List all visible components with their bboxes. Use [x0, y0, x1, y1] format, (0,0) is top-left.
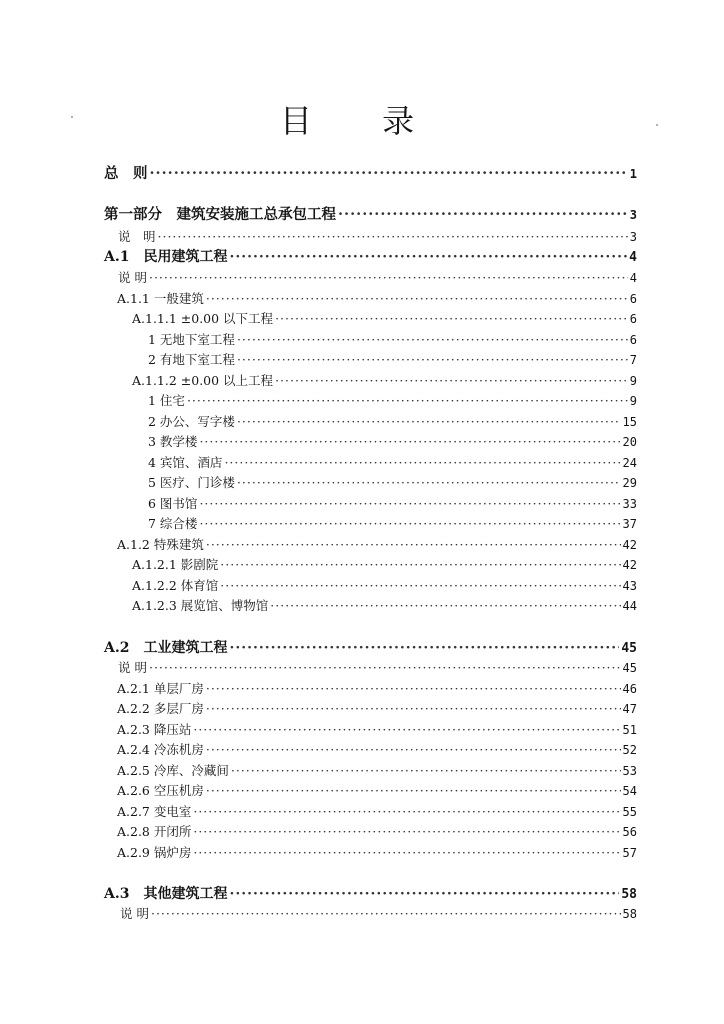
toc-entry-label: A.1.1.1 ±0.00 以下工程 [132, 311, 274, 326]
toc-entry-page: 43 [622, 579, 637, 593]
dot-leader [158, 229, 628, 245]
toc-entry-page: 6 [629, 333, 637, 347]
toc-entry-label: 2 办公、写字楼 [148, 414, 235, 429]
dot-leader [229, 640, 619, 656]
toc-entry[interactable] [148, 496, 637, 512]
toc-entry[interactable] [117, 722, 637, 738]
toc-entry[interactable] [117, 291, 637, 307]
toc-entry[interactable] [148, 352, 637, 368]
dot-leader [193, 845, 620, 861]
toc-entry-label: 1 住宅 [148, 393, 185, 408]
toc-entry-page: 20 [622, 435, 637, 449]
toc-entry-label: A.1.2.2 体育馆 [132, 578, 219, 593]
toc-entry-page: 24 [622, 456, 637, 470]
dot-leader [206, 291, 628, 307]
dot-leader [237, 332, 628, 348]
toc-entry-label: A.2.5 冷库、冷藏间 [117, 763, 229, 778]
toc-entry-page: 47 [622, 702, 637, 716]
toc-entry-page: 56 [622, 825, 637, 839]
toc-entry-label: A.1.2.1 影剧院 [132, 557, 219, 572]
toc-entry-page: 55 [622, 805, 637, 819]
toc-entry[interactable] [132, 373, 637, 389]
toc-entry-page: 9 [629, 394, 637, 408]
toc-entry-label: 3 教学楼 [148, 434, 198, 449]
toc-entry-page: 58 [621, 887, 637, 902]
toc-entry-label: A.3 其他建筑工程 [104, 886, 228, 902]
toc-entry-label: A.2 工业建筑工程 [104, 640, 228, 656]
dot-leader [206, 742, 621, 758]
toc-entry-label: A.1.1.2 ±0.00 以上工程 [132, 373, 274, 388]
toc-entry-page: 44 [622, 599, 637, 613]
toc-entry[interactable] [118, 660, 637, 676]
toc-entry[interactable] [104, 249, 637, 266]
toc-entry-page: 15 [622, 415, 637, 429]
toc-entry-page: 52 [622, 743, 637, 757]
toc-entry[interactable] [118, 270, 637, 286]
toc-entry[interactable] [148, 414, 637, 430]
dot-leader [229, 886, 619, 902]
toc-entry-page: 6 [629, 292, 637, 306]
dot-leader [237, 475, 621, 491]
toc-entry-label: 6 图书馆 [148, 496, 198, 511]
toc-entry-page: 42 [622, 558, 637, 572]
scan-speck [656, 124, 658, 126]
toc-entry[interactable] [117, 681, 637, 697]
toc-entry[interactable] [104, 886, 637, 903]
dot-leader [149, 270, 628, 286]
toc-entry-label: A.2.6 空压机房 [117, 783, 204, 798]
dot-leader [275, 373, 628, 389]
toc-entry-page: 4 [629, 271, 637, 285]
dot-leader [224, 455, 620, 471]
toc-entry-page: 42 [622, 538, 637, 552]
toc-entry[interactable] [104, 640, 637, 657]
toc-entry[interactable] [117, 804, 637, 820]
toc-entry-page: 3 [629, 208, 637, 222]
toc-entry-label: A.1.2 特殊建筑 [117, 537, 204, 552]
toc-entry-page: 46 [622, 682, 637, 696]
toc-entry[interactable] [148, 455, 637, 471]
toc-entry-page: 58 [622, 907, 637, 921]
toc-entry-page: 45 [622, 661, 637, 675]
dot-leader [187, 393, 628, 409]
dot-leader [150, 166, 628, 182]
toc-entry-page: 3 [629, 230, 637, 244]
toc-entry-label: 2 有地下室工程 [148, 352, 235, 367]
dot-leader [206, 783, 621, 799]
toc-entry-page: 7 [629, 353, 637, 367]
dot-leader [231, 763, 621, 779]
toc-entry[interactable] [132, 578, 637, 594]
toc-entry-page: 4 [629, 250, 637, 265]
toc-entry-label: 1 无地下室工程 [148, 332, 235, 347]
dot-leader [237, 414, 621, 430]
toc-entry[interactable] [117, 742, 637, 758]
toc-entry[interactable] [120, 906, 637, 922]
toc-entry-page: 6 [629, 312, 637, 326]
toc-entry-label: 说 明 [118, 270, 147, 285]
toc-entry[interactable] [117, 824, 637, 840]
dot-leader [220, 578, 620, 594]
toc-entry[interactable] [117, 763, 637, 779]
dot-leader [338, 207, 628, 223]
toc-entry[interactable] [148, 516, 637, 532]
toc-entry[interactable] [117, 537, 637, 553]
dot-leader [229, 249, 627, 265]
toc-entry-page: 9 [629, 374, 637, 388]
dot-leader [193, 804, 620, 820]
toc-entry-label: 总 则 [104, 165, 148, 182]
toc-entry[interactable] [104, 207, 637, 223]
dot-leader [275, 311, 628, 327]
toc-entry-label: 说 明 [118, 660, 147, 675]
toc-entry-label: 4 宾馆、酒店 [148, 455, 223, 470]
toc-entry-label: 7 综合楼 [148, 516, 198, 531]
toc-entry[interactable] [132, 557, 637, 573]
toc-entry-label: A.1 民用建筑工程 [104, 249, 228, 265]
toc-entry-label: A.1.1 一般建筑 [117, 291, 204, 306]
toc-entry[interactable] [148, 434, 637, 450]
toc-entry-page: 53 [622, 764, 637, 778]
toc-entry[interactable] [132, 311, 637, 327]
toc-entry-label: 说 明 [120, 906, 149, 921]
toc-entry-page: 33 [622, 497, 637, 511]
toc-entry-label: 说 明 [118, 229, 156, 244]
toc-entry-page: 29 [622, 476, 637, 490]
dot-leader [206, 537, 621, 553]
toc-entry-label: A.1.2.3 展览馆、博物馆 [132, 598, 269, 613]
dot-leader [199, 496, 620, 512]
toc-entry-page: 45 [621, 641, 637, 656]
toc-entry[interactable] [117, 845, 637, 861]
toc-entry-page: 1 [629, 167, 637, 181]
dot-leader [193, 722, 620, 738]
dot-leader [220, 557, 620, 573]
toc-entry[interactable] [104, 166, 637, 182]
toc-entry-label: A.2.7 变电室 [117, 804, 192, 819]
toc-entry-label: A.2.4 冷冻机房 [117, 742, 204, 757]
page-title: 目 录 [279, 102, 445, 140]
dot-leader [199, 434, 620, 450]
toc-entry-page: 37 [622, 517, 637, 531]
dot-leader [193, 824, 620, 840]
dot-leader [149, 660, 621, 676]
toc-entry-label: A.2.3 降压站 [117, 722, 192, 737]
toc-entry-page: 57 [622, 846, 637, 860]
toc-entry-label: A.2.1 单层厂房 [117, 681, 204, 696]
toc-entry-label: 5 医疗、门诊楼 [148, 475, 235, 490]
toc-entry[interactable] [117, 783, 637, 799]
toc-entry-page: 54 [622, 784, 637, 798]
dot-leader [206, 681, 621, 697]
toc-entry[interactable] [148, 332, 637, 348]
toc-entry[interactable] [148, 393, 637, 409]
toc-entry[interactable] [132, 598, 637, 614]
dot-leader [199, 516, 620, 532]
toc-entry[interactable] [148, 475, 637, 491]
toc-entry-label: A.2.2 多层厂房 [117, 701, 204, 716]
toc-entry[interactable] [117, 701, 637, 717]
toc-entry-label: A.2.9 锅炉房 [117, 845, 192, 860]
dot-leader [237, 352, 628, 368]
toc-entry-label: A.2.8 开闭所 [117, 824, 192, 839]
toc-entry-label: 第一部分 建筑安装施工总承包工程 [104, 206, 336, 223]
scan-speck [71, 116, 73, 118]
toc-entry[interactable] [118, 229, 637, 245]
dot-leader [270, 598, 620, 614]
dot-leader [206, 701, 621, 717]
toc-entry-page: 51 [622, 723, 637, 737]
dot-leader [151, 906, 621, 922]
